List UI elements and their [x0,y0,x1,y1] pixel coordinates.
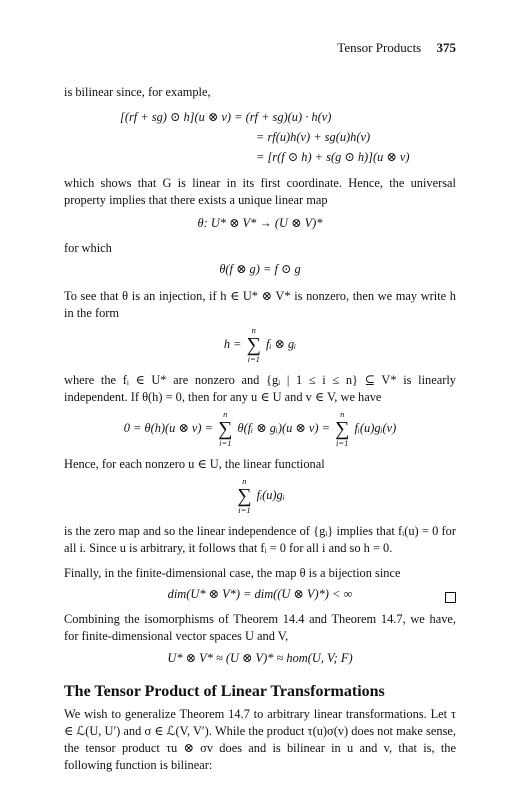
sigma-icon: ∑ [335,418,350,440]
paragraph-1: is bilinear since, for example, [64,85,211,99]
equation-line-3: = [r(f ⊙ h) + s(g ⊙ h)](u ⊗ v) [256,150,410,164]
paragraph-2: which shows that G is linear in its first coordinate. Hence, the universal property implies that there exists a unique linear map [64,176,456,207]
equation-line-1: [(rf + sg) ⊙ h](u ⊗ v) = (rf + sg)(u) · h(v) [120,110,332,124]
equation-theta-def: θ(f ⊗ g) = f ⊙ g [219,262,301,276]
sum-upper-limit: n [242,476,247,486]
sum-lower-limit: i=1 [247,354,260,364]
paragraph-9: Combining the isomorphisms of Theorem 14.4 and Theorem 14.7, we have, for finite-dimensional vector spaces U and V, [64,612,456,643]
equation-theta-map: θ: U* ⊗ V* → (U ⊗ V)* [197,216,323,230]
running-title: Tensor Products [337,40,422,55]
equation-theta-zero [64,410,456,448]
summation-symbol [218,410,232,448]
sum-lower-limit: i=1 [219,438,232,448]
summation-symbol [247,326,261,364]
paragraph-10: We wish to generalize Theorem 14.7 to arbitrary linear transformations. Let τ ∈ ℒ(U, U′) and σ ∈ ℒ(V, V′). While the product τ(u)σ(v) does not make sense, the tensor product τu ⊗ σv does and is bilinear in u and v, that is, the following function is bilinear: [64,707,456,772]
running-header [337,40,456,56]
sum-lower-limit: i=1 [336,438,349,448]
equation-isomorphism: U* ⊗ V* ≈ (U ⊗ V)* ≈ hom(U, V; F) [167,651,353,665]
sum-upper-limit: n [340,409,345,419]
equation-line-2: = rf(u)h(v) + sg(u)h(v) [256,130,371,144]
equation-dim-line: dim(U* ⊗ V*) = dim((U ⊗ V)*) < ∞ [167,587,353,601]
paragraph-8: Finally, in the finite-dimensional case, the map θ is a bijection since [64,566,401,580]
qed-box-icon [445,592,456,603]
sigma-icon: ∑ [218,418,233,440]
paragraph-4: To see that θ is an injection, if h ∈ U* ⊗ V* is nonzero, then we may write h in the form [64,289,456,320]
eq-functional-rhs: fᵢ(u)gᵢ [256,487,285,502]
sum-upper-limit: n [223,409,228,419]
sigma-icon: ∑ [246,334,261,356]
page-number: 375 [436,40,456,55]
page-body [64,84,456,774]
summation-symbol [335,410,349,448]
eq-zero-rhs: fᵢ(u)gᵢ(v) [354,420,397,435]
equation-dimension [64,586,456,603]
eq-h-rhs: fᵢ ⊗ gᵢ [266,336,297,351]
paragraph-3: for which [64,241,112,255]
paragraph-5: where the fᵢ ∈ U* are nonzero and {gᵢ | 1 ≤ i ≤ n} ⊆ V* is linearly independent. If θ(h) = 0, then for any u ∈ U and v ∈ V, we have [64,373,456,404]
equation-h-sum [64,326,456,364]
eq-zero-mid: θ(fᵢ ⊗ gᵢ)(u ⊗ v) = [237,420,330,435]
eq-zero-lhs: 0 = θ(h)(u ⊗ v) = [123,420,214,435]
paragraph-7: is the zero map and so the linear independence of {gᵢ} implies that fᵢ(u) = 0 for all i. Since u is arbitrary, it follows that fᵢ = 0 for all i and so h = 0. [64,524,456,555]
sigma-icon: ∑ [237,485,252,507]
section-heading: The Tensor Product of Linear Transformations [64,683,385,700]
sum-lower-limit: i=1 [238,505,251,515]
book-page [64,0,456,800]
equation-bilinear-example [64,107,456,167]
sum-upper-limit: n [251,325,256,335]
eq-h-lhs: h = [223,336,242,351]
summation-symbol [237,477,251,515]
equation-linear-functional [64,477,456,515]
paragraph-6: Hence, for each nonzero u ∈ U, the linear functional [64,457,325,471]
